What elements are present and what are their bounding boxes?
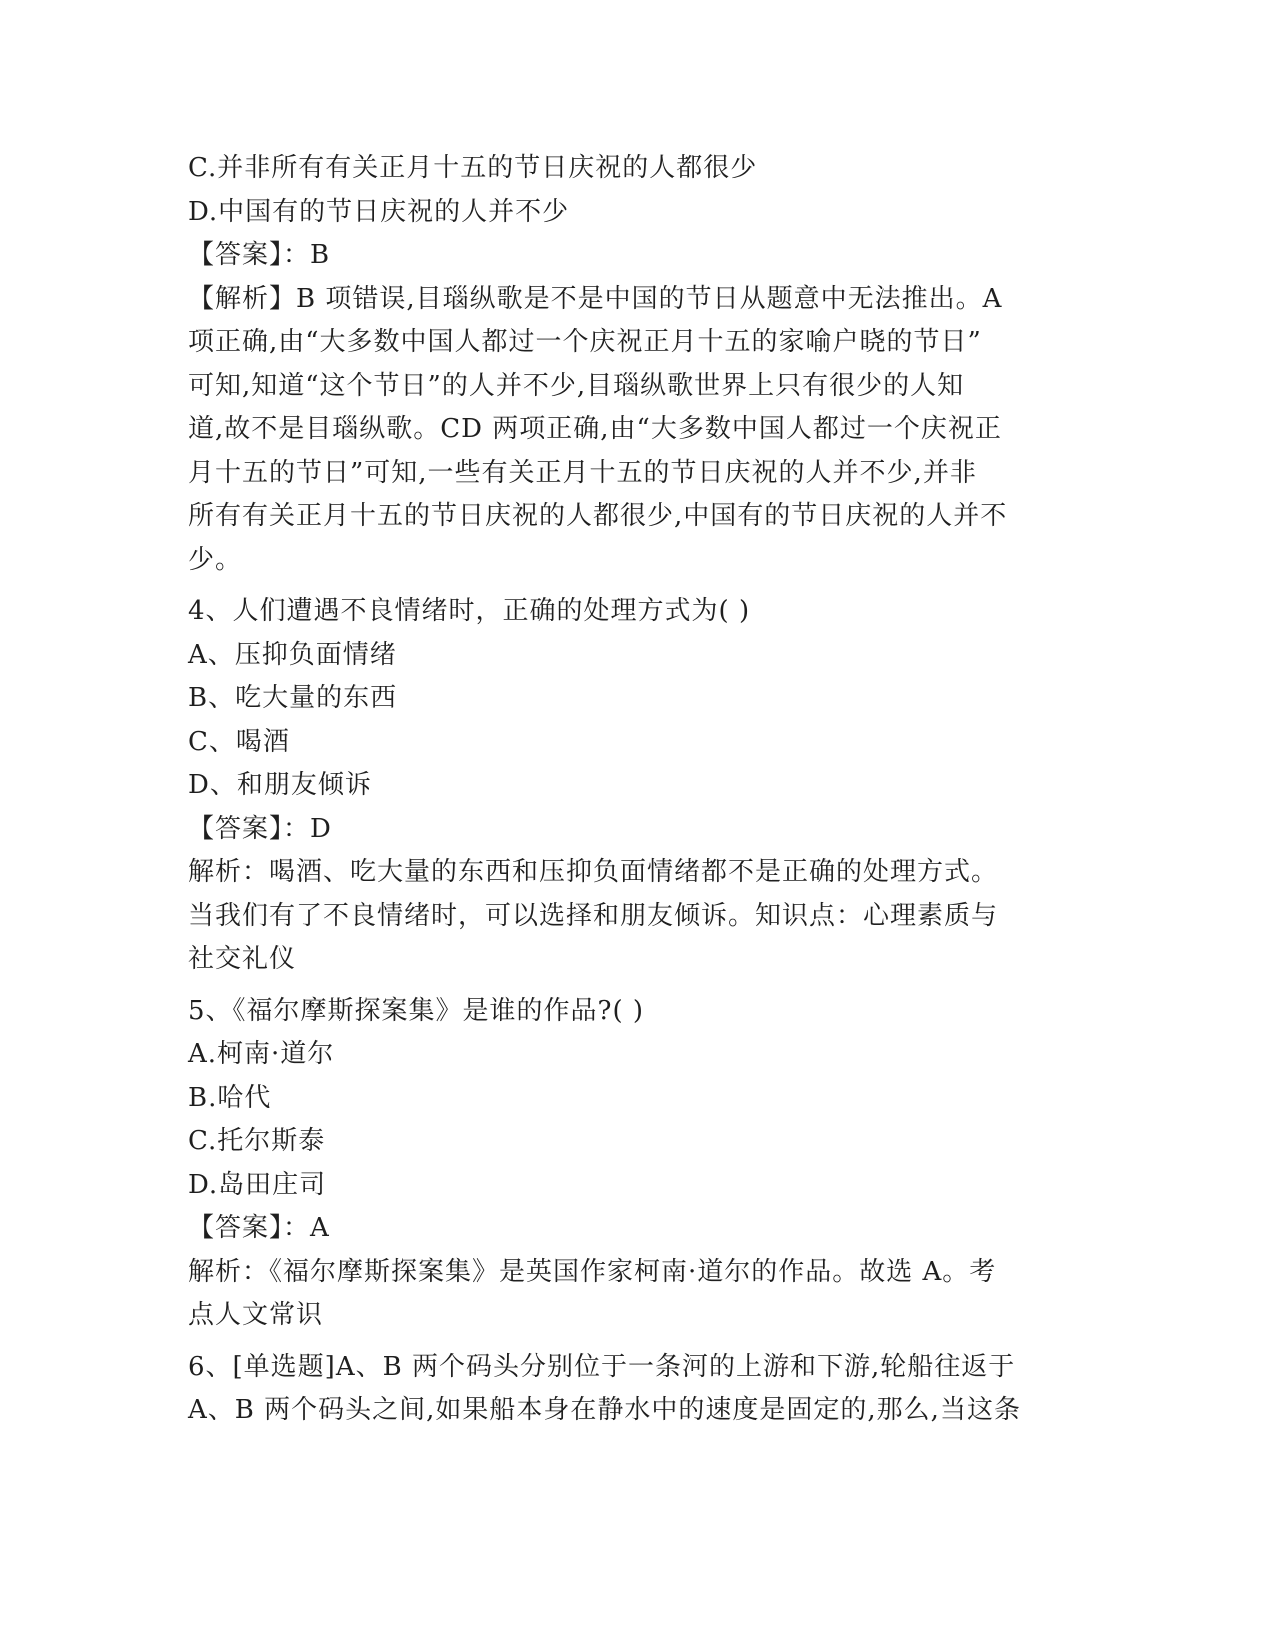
option-d: D.岛田庄司 (188, 1169, 327, 1200)
analysis-line: 项正确,由“大多数中国人都过一个庆祝正月十五的家喻户晓的节日” (188, 327, 982, 357)
option-b: B.哈代 (188, 1082, 272, 1113)
analysis-line: 解析：《福尔摩斯探案集》是英国作家柯南·道尔的作品。故选 A。考 (188, 1256, 997, 1287)
analysis-line: 月十五的节日”可知,一些有关正月十五的节日庆祝的人并不少,并非 (188, 457, 977, 488)
option-a: A、压抑负面情绪 (188, 639, 397, 670)
option-c: C、喝酒 (188, 726, 290, 757)
analysis-line: 所有有关正月十五的节日庆祝的人都很少,中国有的节日庆祝的人并不 (188, 501, 1008, 531)
analysis-line: 【解析】B 项错误,目瑙纵歌是不是中国的节日从题意中无法推出。A (188, 283, 1003, 314)
option-c: C.托尔斯泰 (188, 1126, 326, 1156)
question-3-tail (188, 147, 1088, 582)
analysis-line: 道,故不是目瑙纵歌。CD 两项正确,由“大多数中国人都过一个庆祝正 (188, 414, 1002, 444)
option-d: D.中国有的节日庆祝的人并不少 (188, 196, 570, 227)
analysis-line: 可知,知道“这个节日”的人并不少,目瑙纵歌世界上只有很少的人知 (188, 370, 965, 401)
option-a: A.柯南·道尔 (188, 1039, 335, 1069)
question-stem: 5、《福尔摩斯探案集》是谁的作品?( ) (188, 995, 645, 1026)
option-b: B、吃大量的东西 (188, 683, 398, 713)
question-stem-line: 6、[单选题]A、B 两个码头分别位于一条河的上游和下游,轮船往返于 (188, 1351, 1016, 1382)
analysis-line: 当我们有了不良情绪时，可以选择和朋友倾诉。知识点：心理素质与 (188, 900, 999, 931)
analysis-line: 解析：喝酒、吃大量的东西和压抑负面情绪都不是正确的处理方式。 (188, 857, 999, 887)
analysis-line: 点人文常识 (188, 1300, 324, 1330)
analysis-line: 社交礼仪 (188, 944, 297, 974)
question-stem: 4、人们遭遇不良情绪时，正确的处理方式为( ) (188, 596, 751, 626)
option-c: C.并非所有有关正月十五的节日庆祝的人都很少 (188, 153, 758, 183)
answer-line: 【答案】：D (188, 813, 332, 844)
question-4 (188, 590, 1088, 982)
analysis-line: 少。 (188, 544, 243, 575)
question-stem-line: A、B 两个码头之间,如果船本身在静水中的速度是固定的,那么,当这条 (188, 1395, 1021, 1425)
document-content (188, 147, 1088, 1433)
question-6 (188, 1346, 1088, 1433)
question-5 (188, 990, 1088, 1338)
answer-line: 【答案】：A (188, 1213, 330, 1243)
option-d: D、和朋友倾诉 (188, 770, 372, 800)
answer-line: 【答案】：B (188, 240, 331, 270)
